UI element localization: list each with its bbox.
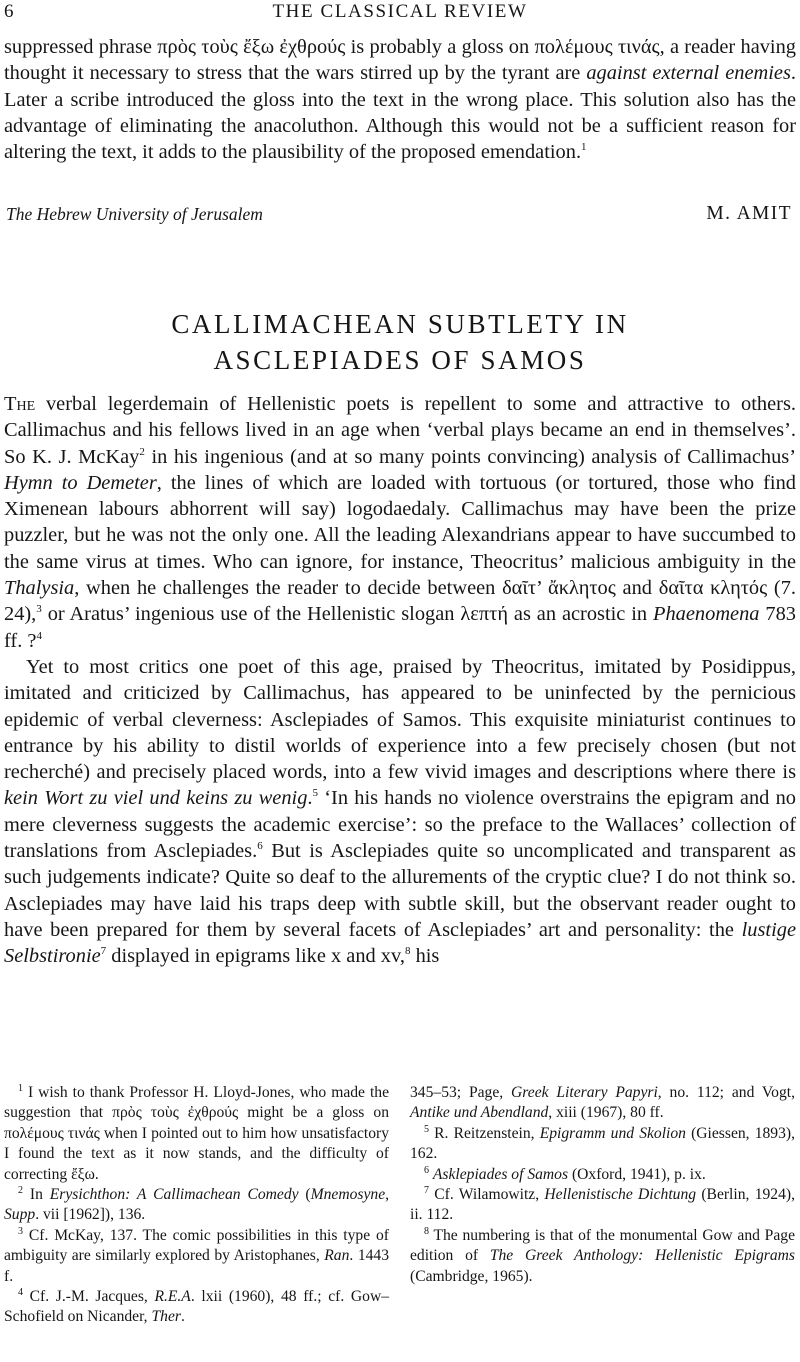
page-header: [4, 0, 796, 28]
note-text: (: [298, 1186, 311, 1204]
title-line: CALLIMACHEAN SUBTLETY IN: [171, 309, 629, 339]
italic-text: Hellenistische Dichtung: [544, 1186, 697, 1204]
italic-text: R.E.A: [154, 1288, 191, 1306]
intro-text: suppressed phrase: [4, 36, 158, 58]
note-text: Cf. Wilamowitz,: [429, 1186, 545, 1204]
italic-text: Antike und Abendland: [410, 1104, 549, 1122]
footnotes-right-column: [410, 1083, 795, 1287]
note-text: . vii [1962]), 136.: [35, 1206, 146, 1224]
footnote-number: 4: [18, 1286, 23, 1298]
body-text: his: [410, 945, 440, 968]
note-text: , no. 112; and Vogt,: [657, 1084, 795, 1101]
article-title: [0, 306, 800, 378]
footnote-number: 8: [424, 1225, 429, 1237]
greek-text: πολέμους τινάς: [4, 1124, 100, 1142]
body-text: or Aratus’ ingenious use of the Hellenistic slogan: [41, 603, 461, 626]
body-text: as an acrostic in: [508, 603, 654, 626]
note-text: 345–53; Page,: [410, 1084, 512, 1101]
footnote: [4, 1226, 389, 1287]
italic-text: Asklepiades of Samos: [432, 1165, 569, 1183]
italic-text: Phaenomena: [653, 603, 760, 626]
footnote-ref: 1: [581, 141, 587, 154]
paragraph: [4, 391, 796, 654]
body-text: , the lines of which are loaded with tortuous (or tortured, those who find Ximenean labours abhorrent will say) logodaedaly. Callimachus may have been the prize puzzler, but he was not the only one. All the leading Alexandrians appear to have succumbed to the same virus at times. Who can ignore, for instance, Theocritus’ malicious ambiguity in the: [4, 471, 796, 573]
body-text: , when he challenges the reader to decide between: [74, 577, 503, 600]
italic-text: Hymn to Demeter: [4, 471, 157, 494]
footnote-ref: 2: [139, 445, 145, 458]
body-text: ‘In his hands no violence overstrains the epigram and no mere cleverness suggests the academic exercise’: so the preface to the Wallaces’ collection of translations from Asclepiades.: [4, 787, 796, 863]
title-line: ASCLEPIADES OF SAMOS: [213, 345, 587, 375]
body-text: 783 ff. ?: [4, 603, 796, 652]
italic-text: Greek Literary Papyri: [511, 1084, 658, 1101]
running-head: THE CLASSICAL REVIEW: [272, 1, 528, 22]
note-text: R. Reitzenstein,: [429, 1124, 540, 1142]
footnote-number: 6: [424, 1164, 429, 1176]
italic-text: Thalysia: [4, 577, 75, 600]
footnotes-left-column: [4, 1083, 389, 1328]
page-number: 6: [4, 1, 14, 22]
footnote: [410, 1226, 795, 1287]
note-text: (Cambridge, 1965).: [410, 1267, 533, 1285]
signature-block: [4, 200, 796, 230]
footnote-ref: 3: [36, 603, 42, 616]
intro-text: . Later a scribe introduced the gloss into the text in the wrong place. This solution also has the advantage of eliminating the anacoluthon. Although this would not be a sufficient reason for altering the text, it adds to the plausibility of the proposed emendation.: [4, 62, 796, 164]
italic-text: The Greek Anthology: Hellenistic Epigrams: [489, 1247, 795, 1265]
greek-text: πολέμους τινάς: [534, 36, 660, 58]
intro-text: is probably a gloss on: [345, 36, 535, 58]
note-text: (Oxford, 1941), p. ix.: [568, 1165, 706, 1183]
footnote-ref: 7: [100, 945, 107, 958]
italic-text: Epigramm und Skolion: [539, 1124, 686, 1142]
footnote: [410, 1185, 795, 1226]
note-text: . 1443 f.: [4, 1247, 390, 1285]
note-text: might be a gloss on: [238, 1104, 389, 1122]
note-text: (Giessen, 1893), 162.: [410, 1124, 795, 1163]
note-text: I wish to thank Professor H. Lloyd-Jones, who made the suggestion that: [4, 1084, 389, 1122]
footnote-ref: 5: [312, 787, 319, 800]
note-text: In: [23, 1186, 50, 1204]
footnote: [410, 1124, 795, 1165]
footnote-number: 3: [18, 1225, 23, 1237]
italic-text: kein Wort zu viel und keins zu wenig: [4, 787, 308, 810]
italic-text: Mnemosyne, Supp: [4, 1186, 390, 1224]
note-text: (Berlin, 1924), ii. 112.: [410, 1186, 795, 1224]
footnote: [410, 1165, 795, 1185]
italic-text: Ran: [324, 1247, 350, 1265]
note-text: , xiii (1967), 80 ff.: [548, 1104, 664, 1122]
italic-text: Ther: [151, 1308, 181, 1326]
previous-article-ending: [4, 34, 796, 165]
note-text: . lxii (1960), 48 ff.; cf. Gow–Schofield on Nicander,: [4, 1288, 389, 1326]
italic-text: against external enemies: [586, 62, 791, 85]
body-text: and: [615, 577, 659, 600]
note-text: The numbering is that of the monumental Gow and Page edition of: [410, 1226, 795, 1265]
footnote-continuation: [410, 1083, 795, 1124]
footnote-ref: 4: [36, 629, 42, 642]
body-text: verbal legerdemain of Hellenistic poets is repellent to some and attractive to others. Callimachus and his fellows lived in an age when ‘verbal plays became an end in themselves’. So K. J. McKay: [4, 393, 796, 468]
body-text: in his ingenious (and at so many points convincing) analysis of Callimachus’: [144, 445, 796, 468]
greek-text: πρὸς τοὺς ἐχθρούς: [112, 1104, 239, 1122]
body-text: displayed in epigrams like x and xv,: [106, 945, 405, 968]
footnote-ref: 6: [257, 840, 263, 853]
footnote-number: 1: [18, 1082, 23, 1094]
footnote: [4, 1185, 389, 1226]
opening-word: The: [4, 393, 36, 415]
body-text: Yet to most critics one poet of this age, praised by Theocritus, imitated by Posidippus, imitated and criticized by Callimachus, has appeared to be uninfected by the pernicious epidemic of verbal cleverness: Asclepiades of Samos. This exquisite miniaturist continues to entrance by his ability to distil worlds of experience into a few precisely chosen (but not recherché) and precisely placed words, into a few vivid images and descriptions where there is: [4, 655, 796, 784]
italic-text: lustige Selbstironie: [4, 918, 796, 968]
note-text: when I pointed out to him how unsatisfactory I found the text as it now stands, and the difficulty of correcting: [4, 1124, 389, 1183]
greek-text: πρὸς τοὺς ἔξω ἐχθρούς: [157, 36, 346, 58]
footnote-number: 2: [18, 1184, 23, 1196]
note-text: Cf. J.-M. Jacques,: [23, 1288, 155, 1306]
author-name: M. AMIT: [706, 203, 792, 224]
footnote: [4, 1287, 389, 1328]
body-text: .: [307, 787, 313, 810]
article-body: [4, 391, 796, 970]
greek-text: λεπτή: [460, 603, 508, 626]
footnote: [4, 1083, 389, 1185]
italic-text: Erysichthon: A Callimachean Comedy: [49, 1186, 299, 1204]
intro-text: , a reader having thought it necessary to stress that the wars stirred up by the tyrant are: [4, 36, 796, 85]
author-affiliation: The Hebrew University of Jerusalem: [6, 204, 263, 224]
footnote-number: 5: [424, 1123, 429, 1135]
note-text: Cf. McKay, 137. The comic possibilities in this type of ambiguity are similarly explored by Aristophanes,: [4, 1226, 389, 1265]
greek-text: δαῖτα κλητός: [658, 577, 768, 600]
greek-text: ἔξω: [71, 1165, 95, 1183]
paragraph: [4, 654, 796, 970]
body-text: But is Asclepiades quite so uncomplicated and transparent as such judgements indicate? Quite so deaf to the allurements of the cryptic clue? I do not think so. Asclepiades may have laid his traps deep with subtle skill, but the observant reader ought to have been prepared for them by several facets of Asclepiades’ art and personality: the: [4, 840, 796, 941]
body-text: (7. 24),: [4, 577, 797, 626]
note-text: .: [94, 1165, 99, 1183]
footnote-ref: 8: [404, 945, 411, 958]
greek-text: δαῖτ’ ἄκλητος: [502, 577, 616, 600]
note-text: .: [180, 1308, 185, 1326]
footnote-number: 7: [424, 1184, 429, 1196]
